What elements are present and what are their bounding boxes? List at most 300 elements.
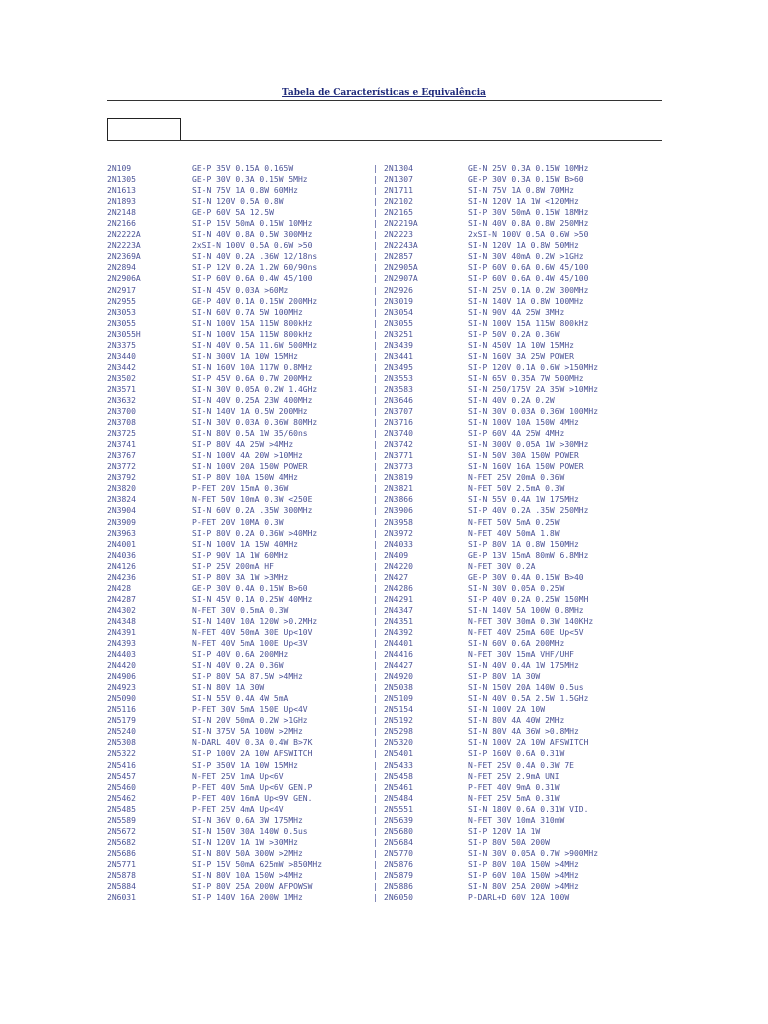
part-number-left: 2N3963: [107, 528, 136, 538]
specs-left: SI-P 12V 0.2A 1.2W 60/90ns: [192, 263, 318, 273]
column-separator: |: [373, 837, 378, 847]
specs-right: SI-P 40V 0.2A 0.25W 150MH: [468, 594, 589, 604]
specs-right: P-DARL+D 60V 12A 100W: [468, 893, 570, 903]
specs-right: N-FET 30V 15mA VHF/UHF: [468, 650, 574, 660]
specs-right: SI-N 80V 25A 200W >4MHz: [468, 882, 579, 892]
specs-right: GE-P 30V 0.4A 0.15W B>40: [468, 572, 584, 582]
specs-right: SI-N 30V 0.05A 0.7W >900MHz: [468, 848, 599, 858]
specs-left: SI-N 40V 0.25A 23W 400MHz: [192, 395, 313, 405]
part-number-right: 2N4291: [384, 594, 413, 604]
column-separator: |: [373, 462, 378, 472]
column-separator: |: [373, 771, 378, 781]
part-number-left: 2N3725: [107, 429, 136, 439]
column-separator: |: [373, 572, 378, 582]
column-separator: |: [373, 661, 378, 671]
specs-right: SI-N 100V 2A 10W AFSWITCH: [468, 738, 589, 748]
column-separator: |: [373, 616, 378, 626]
part-number-left: 2N3571: [107, 384, 136, 394]
specs-left: SI-P 350V 1A 10W 15MHz: [192, 760, 298, 770]
part-number-left: 2N5462: [107, 793, 136, 803]
part-number-left: 2N5308: [107, 738, 136, 748]
part-number-right: 2N4392: [384, 627, 413, 637]
part-number-right: 2N3821: [384, 484, 413, 494]
part-number-right: 2N5298: [384, 727, 413, 737]
column-separator: |: [373, 859, 378, 869]
part-number-left: 2N1613: [107, 186, 136, 196]
part-number-right: 2N5154: [384, 705, 413, 715]
part-number-right: 2N5320: [384, 738, 413, 748]
part-number-left: 2N3055: [107, 318, 136, 328]
part-number-left: 2N5589: [107, 815, 136, 825]
column-separator: |: [373, 716, 378, 726]
column-separator: |: [373, 186, 378, 196]
specs-left: SI-N 40V 0.2A .36W 12/18ns: [192, 252, 318, 262]
specs-left: N-FET 40V 50mA 30E Up<10V: [192, 627, 313, 637]
part-number-left: 2N2148: [107, 208, 136, 218]
specs-left: SI-P 80V 3A 1W >3MHz: [192, 572, 289, 582]
specs-left: SI-P 140V 16A 200W 1MHz: [192, 893, 303, 903]
part-number-right: 2N3819: [384, 473, 413, 483]
specs-left: SI-P 80V 10A 150W 4MHz: [192, 473, 298, 483]
part-number-left: 2N2894: [107, 263, 136, 273]
specs-left: P-FET 20V 10MA 0.3W: [192, 517, 284, 527]
column-separator: |: [373, 882, 378, 892]
column-separator: |: [373, 296, 378, 306]
specs-right: N-FET 30V 0.2A: [468, 561, 536, 571]
specs-left: N-FET 40V 5mA 100E Up<3V: [192, 639, 308, 649]
part-number-left: 2N2166: [107, 219, 136, 229]
specs-left: P-FET 40V 5mA Up<6V GEN.P: [192, 782, 313, 792]
column-separator: |: [373, 329, 378, 339]
part-number-right: 2N2102: [384, 197, 413, 207]
column-separator: |: [373, 550, 378, 560]
specs-left: SI-N 80V 1A 30W: [192, 683, 265, 693]
part-number-left: 2N3375: [107, 340, 136, 350]
column-separator: |: [373, 871, 378, 880]
specs-right: SI-N 150V 20A 140W 0.5us: [468, 683, 584, 693]
part-number-right: 2N1711: [384, 186, 413, 196]
part-number-left: 2N4236: [107, 572, 136, 582]
part-number-left: 2N2222A: [107, 230, 141, 240]
specs-right: SI-N 250/175V 2A 35W >10MHz: [468, 384, 599, 394]
part-number-right: 2N4416: [384, 650, 413, 660]
specs-left: SI-N 100V 4A 20W >10MHz: [192, 451, 303, 461]
specs-left: SI-N 100V 1A 15W 40MHz: [192, 539, 298, 549]
specs-left: GE-P 35V 0.15A 0.165W: [192, 164, 294, 173]
column-separator: |: [373, 407, 378, 417]
part-number-left: 2N5686: [107, 848, 136, 858]
part-number-right: 2N5458: [384, 771, 413, 781]
part-number-right: 2N5038: [384, 683, 413, 693]
part-number-right: 2N3716: [384, 418, 413, 428]
part-number-right: 2N3707: [384, 407, 413, 417]
part-number-right: 2N4427: [384, 661, 413, 671]
part-number-left: 2N4906: [107, 672, 136, 682]
specs-right: SI-P 60V 10A 150W >4MHz: [468, 871, 579, 880]
column-separator: |: [373, 683, 378, 693]
column-separator: |: [373, 815, 378, 825]
specs-right: N-FET 30V 10mA 310mW: [468, 815, 565, 825]
column-separator: |: [373, 373, 378, 383]
specs-left: SI-N 60V 0.7A 5W 100MHz: [192, 307, 303, 317]
part-number-left: 2N3053: [107, 307, 136, 317]
column-separator: |: [373, 804, 378, 814]
part-number-left: 2N5090: [107, 694, 136, 704]
part-number-left: 2N3442: [107, 362, 136, 372]
specs-left: P-FET 25V 4mA Up<4V: [192, 804, 284, 814]
part-number-left: 2N3792: [107, 473, 136, 483]
column-separator: |: [373, 760, 378, 770]
part-number-right: 2N3055: [384, 318, 413, 328]
column-separator: |: [373, 561, 378, 571]
specs-right: SI-N 450V 1A 10W 15MHz: [468, 340, 574, 350]
specs-right: SI-P 60V 0.6A 0.6W 45/100: [468, 263, 589, 273]
part-number-right: 2N5886: [384, 882, 413, 892]
column-separator: |: [373, 583, 378, 593]
specs-right: SI-N 60V 0.6A 200MHz: [468, 639, 565, 649]
column-separator: |: [373, 440, 378, 450]
column-separator: |: [373, 230, 378, 240]
part-number-left: 2N3741: [107, 440, 136, 450]
column-separator: |: [373, 528, 378, 538]
specs-right: SI-P 120V 0.1A 0.6W >150MHz: [468, 362, 599, 372]
part-number-right: 2N4347: [384, 605, 413, 615]
column-separator: |: [373, 197, 378, 207]
part-number-left: 2N5460: [107, 782, 136, 792]
column-separator: |: [373, 727, 378, 737]
part-number-right: 2N5484: [384, 793, 413, 803]
part-number-left: 2N4420: [107, 661, 136, 671]
specs-right: SI-N 120V 1A 1W <120MHz: [468, 197, 579, 207]
specs-right: SI-N 55V 0.4A 1W 175MHz: [468, 495, 579, 505]
part-number-right: 2N4286: [384, 583, 413, 593]
specs-right: P-FET 40V 9mA 0.31W: [468, 782, 560, 792]
column-separator: |: [373, 175, 378, 185]
part-number-left: 2N1305: [107, 175, 136, 185]
specs-left: SI-N 20V 50mA 0.2W >1GHz: [192, 716, 308, 726]
part-number-left: 2N4036: [107, 550, 136, 560]
column-separator: |: [373, 429, 378, 439]
part-number-left: 2N5179: [107, 716, 136, 726]
column-separator: |: [373, 351, 378, 361]
column-separator: |: [373, 208, 378, 218]
specs-left: SI-N 120V 0.5A 0.8W: [192, 197, 284, 207]
column-separator: |: [373, 517, 378, 527]
part-number-right: 2N3773: [384, 462, 413, 472]
part-number-right: 2N4033: [384, 539, 413, 549]
column-separator: |: [373, 451, 378, 461]
column-separator: |: [373, 639, 378, 649]
column-separator: |: [373, 672, 378, 682]
part-number-right: 2N3958: [384, 517, 413, 527]
part-number-right: 2N3866: [384, 495, 413, 505]
specs-right: SI-N 25V 0.1A 0.2W 300MHz: [468, 285, 589, 295]
part-number-left: 2N5672: [107, 826, 136, 836]
part-number-left: 2N3502: [107, 373, 136, 383]
part-number-left: 2N3772: [107, 462, 136, 472]
part-number-right: 2N427: [384, 572, 409, 582]
specs-left: SI-N 40V 0.2A 0.36W: [192, 661, 284, 671]
specs-left: SI-N 40V 0.8A 0.5W 300MHz: [192, 230, 313, 240]
column-separator: |: [373, 749, 378, 759]
part-number-left: 2N428: [107, 583, 132, 593]
specs-left: SI-N 80V 10A 150W >4MHz: [192, 871, 303, 880]
specs-left: P-FET 30V 5mA 150E Up<4V: [192, 705, 308, 715]
part-number-right: 2N4351: [384, 616, 413, 626]
specs-left: SI-N 100V 20A 150W POWER: [192, 462, 308, 472]
specs-left: SI-N 375V 5A 100W >2MHz: [192, 727, 303, 737]
specs-left: GE-P 60V 5A 12.5W: [192, 208, 274, 218]
part-number-right: 2N3553: [384, 373, 413, 383]
part-number-right: 2N5639: [384, 815, 413, 825]
specs-right: SI-N 160V 16A 150W POWER: [468, 462, 584, 472]
part-number-right: 2N5401: [384, 749, 413, 759]
column-separator: |: [373, 263, 378, 273]
specs-right: SI-P 60V 0.6A 0.4W 45/100: [468, 274, 589, 284]
part-number-right: 2N3251: [384, 329, 413, 339]
part-number-left: 2N3700: [107, 407, 136, 417]
specs-right: N-FET 25V 2.9mA UNI: [468, 771, 560, 781]
column-separator: |: [373, 826, 378, 836]
part-number-right: 2N2857: [384, 252, 413, 262]
part-number-right: 2N5109: [384, 694, 413, 704]
part-number-right: 2N1307: [384, 175, 413, 185]
specs-left: N-FET 30V 0.5mA 0.3W: [192, 605, 289, 615]
specs-left: SI-P 80V 25A 200W AFPOWSW: [192, 882, 313, 892]
part-number-left: 2N4923: [107, 683, 136, 693]
part-number-right: 2N3439: [384, 340, 413, 350]
column-separator: |: [373, 307, 378, 317]
part-number-left: 2N2955: [107, 296, 136, 306]
specs-right: SI-N 30V 0.05A 0.25W: [468, 583, 565, 593]
specs-right: SI-N 140V 5A 100W 0.8MHz: [468, 605, 584, 615]
column-separator: |: [373, 164, 378, 173]
specs-left: 2xSI-N 100V 0.5A 0.6W >50: [192, 241, 313, 251]
part-number-right: 2N3441: [384, 351, 413, 361]
part-number-right: 2N2926: [384, 285, 413, 295]
part-number-right: 2N5770: [384, 848, 413, 858]
part-number-left: 2N5485: [107, 804, 136, 814]
specs-right: SI-N 40V 0.5A 2.5W 1.5GHz: [468, 694, 589, 704]
part-number-left: 2N5878: [107, 871, 136, 880]
part-number-left: 2N2369A: [107, 252, 141, 262]
specs-right: SI-N 100V 10A 150W 4MHz: [468, 418, 579, 428]
column-separator: |: [373, 252, 378, 262]
part-number-left: 2N109: [107, 164, 132, 173]
part-number-left: 2N6031: [107, 893, 136, 903]
specs-right: SI-N 30V 0.03A 0.36W 100MHz: [468, 407, 599, 417]
specs-right: SI-N 40V 0.2A 0.2W: [468, 395, 555, 405]
specs-left: GE-P 30V 0.3A 0.15W 5MHz: [192, 175, 308, 185]
part-number-left: 2N3824: [107, 495, 136, 505]
specs-left: N-FET 50V 10mA 0.3W <250E: [192, 495, 313, 505]
specs-right: SI-N 75V 1A 0.8W 70MHz: [468, 186, 574, 196]
column-separator: |: [373, 285, 378, 295]
part-number-right: 2N5551: [384, 804, 413, 814]
specs-right: N-FET 25V 20mA 0.36W: [468, 473, 565, 483]
specs-right: SI-P 120V 1A 1W: [468, 826, 541, 836]
column-separator: |: [373, 395, 378, 405]
part-number-left: 2N5416: [107, 760, 136, 770]
specs-right: SI-N 80V 4A 36W >0.8MHz: [468, 727, 579, 737]
part-number-left: 2N2223A: [107, 241, 141, 251]
specs-left: SI-P 45V 0.6A 0.7W 200MHz: [192, 373, 313, 383]
column-separator: |: [373, 484, 378, 494]
specs-right: SI-N 100V 2A 10W: [468, 705, 546, 715]
specs-right: SI-P 40V 0.2A .35W 250MHz: [468, 506, 589, 516]
part-number-right: 2N3906: [384, 506, 413, 516]
part-number-left: 2N5116: [107, 705, 136, 715]
column-separator: |: [373, 506, 378, 516]
part-number-left: 2N4126: [107, 561, 136, 571]
column-separator: |: [373, 694, 378, 704]
part-number-left: 2N5884: [107, 882, 136, 892]
column-separator: |: [373, 362, 378, 372]
part-number-right: 2N5433: [384, 760, 413, 770]
column-separator: |: [373, 705, 378, 715]
part-number-left: 2N5322: [107, 749, 136, 759]
part-number-right: 2N2907A: [384, 274, 418, 284]
part-number-left: 2N4001: [107, 539, 136, 549]
part-number-right: 2N6050: [384, 893, 413, 903]
part-number-right: 2N5192: [384, 716, 413, 726]
part-number-right: 2N4920: [384, 672, 413, 682]
specs-left: P-FET 40V 16mA Up<9V GEN.: [192, 793, 313, 803]
part-number-left: 2N3820: [107, 484, 136, 494]
part-number-left: 2N5457: [107, 771, 136, 781]
part-number-right: 2N2219A: [384, 219, 418, 229]
part-number-left: 2N5682: [107, 837, 136, 847]
specs-left: SI-N 150V 30A 140W 0.5us: [192, 826, 308, 836]
specs-right: GE-N 25V 0.3A 0.15W 10MHz: [468, 164, 589, 173]
column-separator: |: [373, 793, 378, 803]
specs-left: SI-P 25V 200mA HF: [192, 561, 274, 571]
column-separator: |: [373, 473, 378, 483]
part-number-right: 2N5879: [384, 871, 413, 880]
specs-right: SI-P 60V 4A 25W 4MHz: [468, 429, 565, 439]
specs-right: SI-N 100V 15A 115W 800kHz: [468, 318, 589, 328]
specs-left: SI-N 80V 0.5A 1W 35/60ns: [192, 429, 308, 439]
part-number-left: 2N5771: [107, 859, 136, 869]
specs-left: GE-P 40V 0.1A 0.15W 200MHz: [192, 296, 318, 306]
part-number-left: 2N3767: [107, 451, 136, 461]
specs-left: P-FET 20V 15mA 0.36W: [192, 484, 289, 494]
specs-right: SI-N 180V 0.6A 0.31W VID.: [468, 804, 589, 814]
specs-right: N-FET 50V 2.5mA 0.3W: [468, 484, 565, 494]
column-separator: |: [373, 495, 378, 505]
part-number-left: 2N4391: [107, 627, 136, 637]
specs-right: GE-P 30V 0.3A 0.15W B>60: [468, 175, 584, 185]
specs-right: SI-P 50V 0.2A 0.36W: [468, 329, 560, 339]
specs-right: 2xSI-N 100V 0.5A 0.6W >50: [468, 230, 589, 240]
part-number-left: 2N3904: [107, 506, 136, 516]
column-separator: |: [373, 893, 378, 903]
column-separator: |: [373, 594, 378, 604]
specs-left: SI-N 60V 0.2A .35W 300MHz: [192, 506, 313, 516]
column-separator: |: [373, 241, 378, 251]
specs-left: SI-N 160V 10A 117W 0.8MHz: [192, 362, 313, 372]
specs-right: SI-P 80V 1A 0.8W 150MHz: [468, 539, 579, 549]
specs-right: SI-P 80V 50A 200W: [468, 837, 550, 847]
part-number-right: 2N3495: [384, 362, 413, 372]
specs-left: SI-N 100V 15A 115W 800kHz: [192, 329, 313, 339]
specs-left: SI-P 15V 50mA 625mW >850MHz: [192, 859, 323, 869]
part-number-left: 2N3708: [107, 418, 136, 428]
part-number-left: 2N4393: [107, 639, 136, 649]
specs-left: SI-N 55V 0.4A 4W 5mA: [192, 694, 289, 704]
part-number-right: 2N3019: [384, 296, 413, 306]
part-number-right: 2N1304: [384, 164, 413, 173]
specs-right: SI-N 65V 0.35A 7W 500MHz: [468, 373, 584, 383]
specs-right: SI-N 30V 40mA 0.2W >1GHz: [468, 252, 584, 262]
specs-right: SI-N 140V 1A 0.8W 100MHz: [468, 296, 584, 306]
specs-left: SI-P 80V 4A 25W >4MHz: [192, 440, 294, 450]
specs-left: SI-N 45V 0.1A 0.25W 40MHz: [192, 594, 313, 604]
specs-right: SI-P 80V 1A 30W: [468, 672, 541, 682]
header-box: [107, 118, 181, 140]
specs-left: N-FET 25V 1mA Up<6V: [192, 771, 284, 781]
part-number-left: 2N4287: [107, 594, 136, 604]
column-separator: |: [373, 318, 378, 328]
part-number-left: 2N3055H: [107, 329, 141, 339]
specs-right: N-FET 40V 25mA 60E Up<5V: [468, 627, 584, 637]
part-number-right: 2N3972: [384, 528, 413, 538]
part-number-left: 2N4403: [107, 650, 136, 660]
specs-left: SI-N 140V 1A 0.5W 200MHz: [192, 407, 308, 417]
specs-left: SI-N 300V 1A 10W 15MHz: [192, 351, 298, 361]
specs-right: SI-N 40V 0.8A 0.8W 250MHz: [468, 219, 589, 229]
column-separator: |: [373, 627, 378, 637]
part-number-right: 2N5876: [384, 859, 413, 869]
top-divider: [107, 100, 662, 101]
column-separator: |: [373, 650, 378, 660]
specs-right: SI-P 80V 10A 150W >4MHz: [468, 859, 579, 869]
specs-left: SI-P 60V 0.6A 0.4W 45/100: [192, 274, 313, 284]
column-separator: |: [373, 384, 378, 394]
specs-right: N-FET 50V 5mA 0.25W: [468, 517, 560, 527]
specs-left: SI-N 80V 50A 300W >2MHz: [192, 848, 303, 858]
part-number-left: 2N4302: [107, 605, 136, 615]
specs-left: SI-N 75V 1A 0.8W 60MHz: [192, 186, 298, 196]
column-separator: |: [373, 605, 378, 615]
document-title: Tabela de Características e Equivalência: [282, 88, 486, 98]
specs-right: SI-N 90V 4A 25W 3MHz: [468, 307, 565, 317]
specs-right: SI-P 30V 50mA 0.15W 18MHz: [468, 208, 589, 218]
specs-left: SI-N 36V 0.6A 3W 175MHz: [192, 815, 303, 825]
specs-left: SI-N 30V 0.05A 0.2W 1.4GHz: [192, 384, 318, 394]
column-separator: |: [373, 274, 378, 284]
specs-left: N-DARL 40V 0.3A 0.4W B>7K: [192, 738, 313, 748]
part-number-right: 2N409: [384, 550, 409, 560]
part-number-left: 2N5240: [107, 727, 136, 737]
specs-left: GE-P 30V 0.4A 0.15W B>60: [192, 583, 308, 593]
specs-left: SI-P 90V 1A 1W 60MHz: [192, 550, 289, 560]
specs-right: SI-N 50V 30A 150W POWER: [468, 451, 579, 461]
column-separator: |: [373, 539, 378, 549]
specs-right: SI-N 160V 3A 25W POWER: [468, 351, 574, 361]
column-separator: |: [373, 340, 378, 350]
specs-right: GE-P 13V 15mA 80mW 6.8MHz: [468, 550, 589, 560]
specs-left: SI-P 100V 2A 10W AFSWITCH: [192, 749, 313, 759]
specs-left: SI-N 30V 0.03A 0.36W 80MHz: [192, 418, 318, 428]
part-number-right: 2N5684: [384, 837, 413, 847]
specs-right: SI-N 40V 0.4A 1W 175MHz: [468, 661, 579, 671]
specs-left: SI-P 80V 0.2A 0.36W >40MHz: [192, 528, 318, 538]
specs-left: SI-P 80V 5A 87.5W >4MHz: [192, 672, 303, 682]
part-number-right: 2N4220: [384, 561, 413, 571]
part-number-right: 2N3646: [384, 395, 413, 405]
part-number-right: 2N3740: [384, 429, 413, 439]
